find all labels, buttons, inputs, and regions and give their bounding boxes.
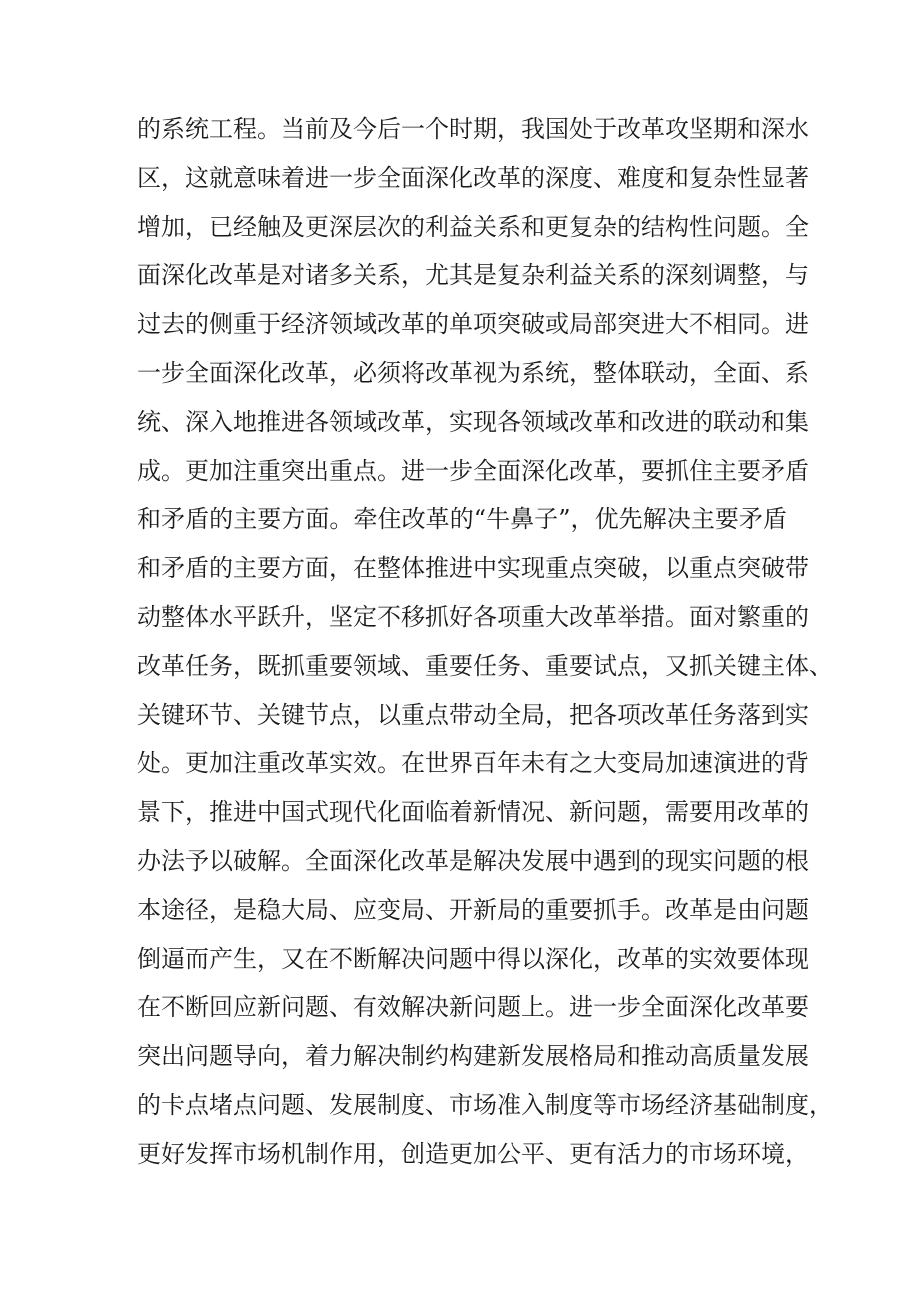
text-line: 景下，推进中国式现代化面临着新情况、新问题，需要用改革的 [137, 798, 809, 827]
text-line: 突出问题导向，着力解决制约构建新发展格局和推动高质量发展 [137, 1042, 809, 1071]
text-line: 一步全面深化改革，必须将改革视为系统，整体联动，全面、系 [137, 358, 809, 387]
text-line: 统、深入地推进各领域改革，实现各领域改革和改进的联动和集 [137, 407, 809, 436]
text-line: 过去的侧重于经济领域改革的单项突破或局部突进大不相同。进 [137, 310, 809, 339]
text-line: 和矛盾的主要方面，在整体推进中实现重点突破，以重点突破带 [137, 554, 809, 583]
text-line: 处。更加注重改革实效。在世界百年未有之大变局加速演进的背 [137, 749, 809, 778]
text-line: 关键环节、关键节点，以重点带动全局，把各项改革任务落到实 [137, 700, 809, 729]
body-paragraph [137, 105, 833, 1179]
text-line: 改革任务，既抓重要领域、重要任务、重要试点，又抓关键主体、 [137, 651, 833, 680]
text-line: 的系统工程。当前及今后一个时期，我国处于改革攻坚期和深水 [137, 115, 809, 143]
text-line: 成。更加注重突出重点。进一步全面深化改革，要抓住主要矛盾 [137, 456, 809, 485]
text-line: 办法予以破解。全面深化改革是解决发展中遇到的现实问题的根 [137, 846, 809, 875]
text-line: 面深化改革是对诸多关系，尤其是复杂利益关系的深刻调整，与 [137, 261, 809, 290]
text-line: 本途径，是稳大局、应变局、开新局的重要抓手。改革是由问题 [137, 895, 809, 924]
text-line: 和矛盾的主要方面。牵住改革的“牛鼻子”，优先解决主要矛盾 [137, 505, 787, 534]
text-line: 在不断回应新问题、有效解决新问题上。进一步全面深化改革要 [137, 993, 809, 1022]
text-line: 倒逼而产生，又在不断解决问题中得以深化，改革的实效要体现 [137, 944, 809, 973]
text-line: 动整体水平跃升，坚定不移抓好各项重大改革举措。面对繁重的 [137, 602, 809, 631]
text-line: 增加，已经触及更深层次的利益关系和更复杂的结构性问题。全 [137, 212, 809, 241]
text-line: 的卡点堵点问题、发展制度、市场准入制度等市场经济基础制度， [137, 1090, 833, 1119]
text-line: 区，这就意味着进一步全面深化改革的深度、难度和复杂性显著 [137, 163, 809, 192]
text-line: 更好发挥市场机制作用，创造更加公平、更有活力的市场环境， [137, 1139, 809, 1168]
